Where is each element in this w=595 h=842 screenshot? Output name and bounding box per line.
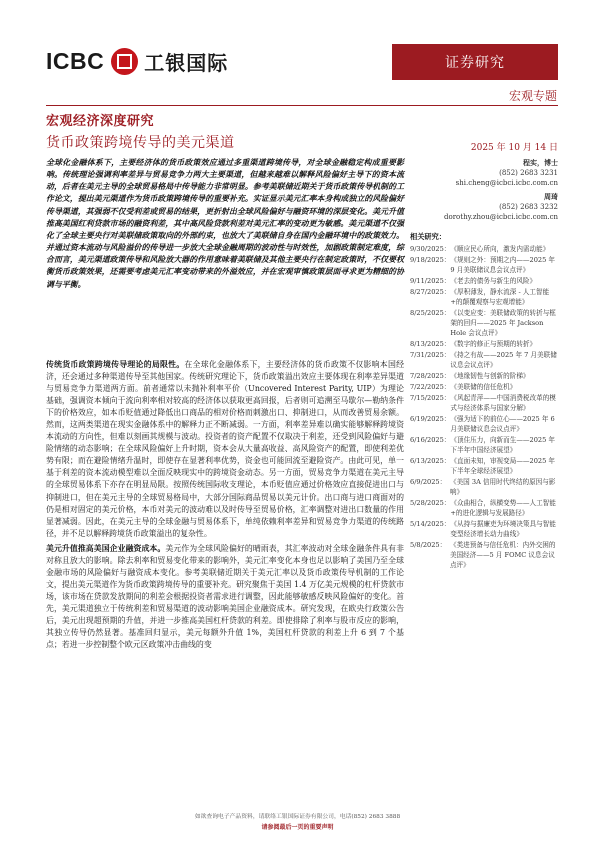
icbc-seal-icon (111, 48, 138, 75)
paragraph-text: 在全球化金融体系下，主要经济体的货币政策不仅影响本国经济，还会通过多种渠道传导至其他国家。传统研究理论下，货币政策溢出效应主要体现在利率差异渠道与贸易竞争力渠道两方面。前者通常以未抛补利率平价（Uncovered Interest Parity, UIP）为理论基础，强调资本倾向于流向利率相对较高的经济体以获取更高回报，后者则可追溯至马歇尔—勒纳条件下的价格效应，如本币贬值通过降低出口商品的相对价格而刺激出口、抑制进口，从而改善贸易余额。然而，这两类渠道在现实金融体系中的解释力正不断减弱。一方面，利率差异难以确实能够解释跨境资本流动的方向性，但难以刻画其规模与波动。投资者的资产配置不仅取决于利差，还受到风险偏好与避险情绪的动态影响；在全球风险偏好上升时期，资本会从大量高收益、高风险资产的配置，即使利差优势有限；而在避险情绪升温时，即使存在显著利率优势，资金也可能回流至避险资产。由此可见，单一基于利差的资本流动模型难以全面反映现实中的跨境资金动态。另一方面，贸易竞争力渠道在美元主导的全球贸易体系下亦存在明显局限。按照传统国际收支理论，本币贬值应通过价格效应直接促进出口与抑制进口，但在美元主导的全球贸易格局中，大部分国际商品贸易以美元计价。出口商与进口商面对的仍是相对固定的美元价格，本币对美元的波动难以及时传导至贸易价格，汇率调整对进出口数量的作用显著减弱。因此，在美元主导的全球金融与贸易体系下，单纯依赖利率差异和贸易竞争力渠道的传统路径，并不足以解释跨境货币政策溢出的复杂性。 (46, 360, 404, 538)
related-date: 8/25/2025： (410, 309, 451, 317)
related-title: 《老去的债务与新生的风险》 (450, 277, 537, 285)
analyst-name: 周琦 (544, 192, 558, 201)
paragraph-lead: 传统货币政策跨境传导理论的局限性。 (46, 360, 185, 369)
related-title: 《强为适下的前位心——2025 年 6 月美联储议息会议点评》 (450, 415, 555, 433)
related-item[interactable] (410, 339, 558, 349)
related-date: 6/9/2025： (410, 478, 447, 486)
related-date: 7/28/2025： (410, 372, 451, 380)
related-date: 9/18/2025： (410, 256, 451, 264)
related-item[interactable] (410, 308, 558, 338)
related-title: 《规则之外：预期之内——2025 年 9 月美联储议息会议点评》 (450, 256, 556, 274)
logo-en-text: ICBC (46, 47, 105, 74)
related-title: 《持之有故——2025 年 7 月美联储议息会议点评》 (450, 351, 557, 369)
related-title: 《直面未知，审视变局——2025 年下半年全球经济展望》 (450, 457, 556, 475)
related-date: 6/16/2025： (410, 436, 451, 444)
analyst-block (410, 192, 558, 222)
series-title: 宏观经济深度研究 (46, 114, 155, 129)
footer-disclaimer-link[interactable]: 请参阅最后一页的重要声明 (261, 824, 334, 831)
analyst-block (410, 158, 558, 188)
paragraph-lead: 美元升值推高美国企业融资成本。 (46, 543, 166, 553)
paragraph-text: 美元作为全球风险偏好的晴雨表，其汇率波动对全球金融条件具有非对称且放大的影响。除去利率和贸易变化带来的影响外，美元汇率变化本身也足以影响了美国乃至全球金融市场的风险偏好与融资成本变化。参考美联储近期关于美元汇率以及货币政策传导机制的工作论文，提出美元渠道作为货币政策跨境传导的重要补充。研究聚焦于美国 1.4 万亿美元规模的杠杆贷款市场，该市场在贷款发放期间的利差会根据投资者需求进行调整，因此能够敏感反映风险偏好的变化。首先，美元渠道独立于传统利差和贸易渠道的波动影响美国企业融资成本。研究发现，在欧央行政策公告后，美元出现超预期的升值，并进一步推高美国杠杆贷款的利差。即使排除了利率与股市反应的影响，其独立传导仍然显著。基准回归显示，美元每额外升值 1%，美国杠杆贷款的利差上升 6 到 7 个基点；若进一步控制整个欧元区政策冲击曲线的变 (46, 543, 404, 650)
related-item[interactable] (410, 393, 558, 413)
related-title: 《风起青萍——中国消费税改革的模式与经济体系与国家分解》 (450, 394, 556, 412)
related-item[interactable] (410, 498, 558, 518)
analyst-phone: (852) 2683 3232 (499, 203, 558, 211)
related-title: 《以变应变：美联储政策的转折与框架的回归——2025 年 Jackson Hole 会议点评》 (450, 309, 556, 337)
related-date: 6/13/2025： (410, 457, 451, 465)
header-divider (46, 105, 558, 106)
related-title: 《美联储的信任危机》 (450, 383, 517, 391)
related-title: 《地缘韧性与创新的阶梯》 (450, 372, 530, 380)
related-item[interactable] (410, 456, 558, 476)
related-date: 5/8/2025： (410, 541, 447, 549)
related-item[interactable] (410, 540, 558, 570)
related-item[interactable] (410, 255, 558, 275)
report-category-banner: 证券研究 (392, 44, 558, 80)
body-paragraph (46, 359, 404, 540)
related-research-list (410, 244, 558, 570)
related-item[interactable] (410, 382, 558, 392)
analyst-name: 程实，博士 (523, 158, 558, 167)
related-title: 《顺应民心所向，激发内需动能》 (450, 245, 550, 253)
related-date: 7/22/2025： (410, 383, 451, 391)
related-date: 5/28/2025： (410, 499, 451, 507)
company-logo (46, 46, 228, 76)
related-item[interactable] (410, 244, 558, 254)
logo-cn-text: 工银国际 (144, 50, 229, 75)
report-title: 货币政策跨境传导的美元渠道 (46, 135, 235, 151)
related-date: 9/11/2025： (410, 277, 451, 285)
report-date: 2025 年 10 月 14 日 (470, 143, 558, 153)
body-paragraph (46, 543, 404, 651)
related-item[interactable] (410, 371, 558, 381)
related-title: 《顶住压力，向新而生——2025 年下半年中国经济展望》 (450, 436, 556, 454)
related-title: 《众曲相合，纵横变势——人工智能+的进化逻辑与发展路径》 (450, 499, 556, 517)
footer-contact: 如欲查询电子产品资料，请联络工银国际证券有限公司，电话(852) 2683 3888 (194, 814, 401, 820)
related-title: 《类进预备与信任危机：内外交困的美国经济——5 月 FOMC 议息会议点评》 (450, 541, 556, 569)
related-item[interactable] (410, 435, 558, 455)
related-research-title: 相关研究： (410, 232, 446, 241)
related-date: 7/31/2025： (410, 351, 451, 359)
sidebar (410, 158, 558, 570)
related-date: 6/19/2025： (410, 415, 451, 423)
related-item[interactable] (410, 477, 558, 497)
related-title: 《从持与据廉吏为环境决策具与智能变型经济增长动力曲线》 (450, 520, 556, 538)
related-title: 《数字的修正与预期的转折》 (450, 340, 537, 348)
related-date: 9/30/2025： (410, 245, 451, 253)
report-topic: 宏观专题 (508, 89, 557, 103)
related-date: 8/27/2025： (410, 288, 451, 296)
abstract-text: 全球化金融体系下，主要经济体的货币政策效应通过多重渠道跨境传导，对全球金融稳定构成重要影响。传统理论强调利率差异与贸易竞争力两大主要渠道，但越来越难以解释风险偏好主导下的资本流动，后者在美元主导的全球贸易格局中传导能力非常明显。参考美联储近期关于货币政策传导机制的工作论文，提出美元渠道作为货币政策跨境传导的重要补充。实证显示美元汇率本身构成独立的风险偏好传导渠道，其强弱不仅受利差或贸易的结果，更折射出全球风险偏好与融资环境的深层变化。美元升值推高美国红利贷款市场的融资利差，其中高风险贷款利差对美元汇率的变动更为敏感。美元渠道不仅强化了全球主要央行对美联储政策取向的外部约束，也放大了美联储自身在国内金融环境中的政策效力。并通过资本流动与风险溢价的传导进一步放大全球金融周期的波动性与时效性，加剧政策制定难度，综合而言，美元渠道政策传导和风险放大器的作用意味着美联储及其他主要央行在制定政策时，不仅要权衡货币政策效果，还需要考虑美元汇率变动带来的外溢效应，并在宏观审慎政策层面寻求更为精细的协调与平衡。 (46, 158, 404, 289)
related-title: 《厚积薄发，静水流深 - 人工智能+的颠覆观察与宏观增能》 (450, 288, 550, 306)
analyst-phone: (852) 2683 3231 (499, 169, 558, 177)
related-item[interactable] (410, 276, 558, 286)
analyst-email[interactable]: shi.cheng@icbci.icbc.com.cn (455, 179, 558, 187)
related-date: 8/13/2025： (410, 340, 451, 348)
analyst-email[interactable]: dorothy.zhou@icbci.icbc.com.cn (444, 213, 558, 221)
related-date: 7/15/2025： (410, 394, 451, 402)
related-item[interactable] (410, 350, 558, 370)
body-text (46, 359, 404, 651)
related-title: 《美国 3A 信用时代终结的原因与影响》 (450, 478, 556, 496)
related-date: 5/14/2025： (410, 520, 451, 528)
related-item[interactable] (410, 287, 558, 307)
related-item[interactable] (410, 519, 558, 539)
related-item[interactable] (410, 414, 558, 434)
